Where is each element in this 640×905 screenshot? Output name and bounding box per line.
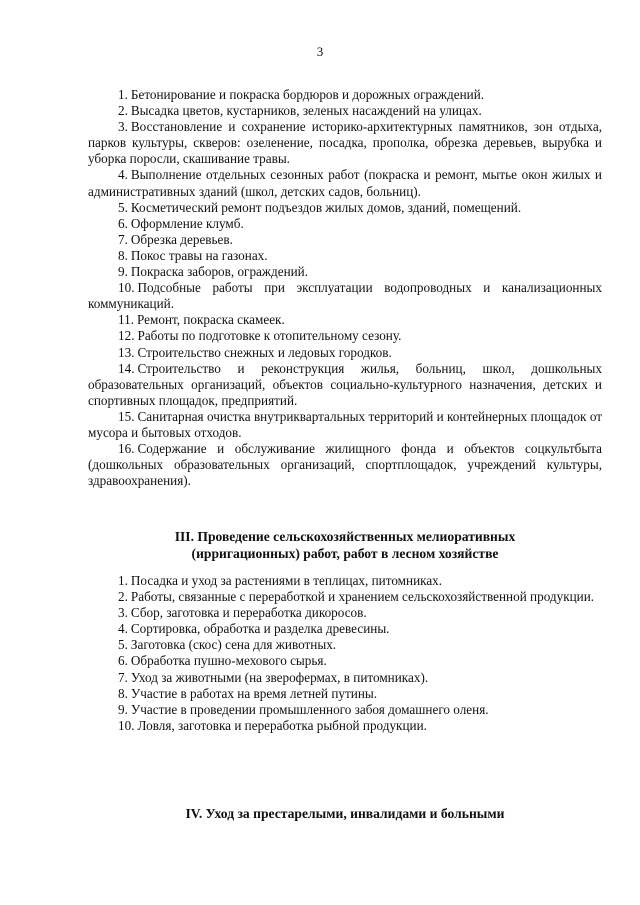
item-text: Косметический ремонт подъездов жилых домов, зданий, помещений. <box>130 199 522 215</box>
list-item <box>88 312 602 328</box>
list-item <box>88 167 602 199</box>
item-number: 14. <box>118 360 135 376</box>
list-item <box>88 653 602 669</box>
section-4-heading: IV. Уход за престарелыми, инвалидами и больными <box>185 806 505 821</box>
item-number: 5. <box>118 637 128 653</box>
section-3-heading <box>88 528 602 562</box>
list-item <box>88 280 602 312</box>
item-number: 3. <box>118 119 128 135</box>
item-text: Сбор, заготовка и переработка дикоросов. <box>130 605 367 621</box>
item-text: Покраска заборов, ограждений. <box>130 264 309 280</box>
item-text: Покос травы на газонах. <box>130 247 268 263</box>
item-number: 8. <box>118 685 128 701</box>
item-number: 13. <box>118 344 135 360</box>
list-item <box>88 589 602 605</box>
list-item <box>88 702 602 718</box>
item-text: Сортировка, обработка и разделка древесины. <box>130 621 390 637</box>
item-number: 7. <box>118 231 128 247</box>
list-item <box>88 345 602 361</box>
section-3-list <box>88 573 602 734</box>
item-text: Работы по подготовке к отопительному сезону. <box>137 328 402 344</box>
item-number: 2. <box>118 589 128 605</box>
list-item <box>88 200 602 216</box>
item-text: Обработка пушно-мехового сырья. <box>130 653 327 669</box>
item-number: 1. <box>118 87 128 102</box>
item-text: Содержание и обслуживание жилищного фонда и объектов соцкультбыта (дошкольных образовательных организаций, спортплощадок, учреждений культуры, здравоохранения). <box>88 441 602 489</box>
item-text: Подсобные работы при эксплуатации водопроводных и канализационных коммуникаций. <box>88 280 602 312</box>
list-item <box>88 718 602 734</box>
item-number: 4. <box>118 621 128 637</box>
page-number: 3 <box>316 44 324 59</box>
section-3-heading-line2: (ирригационных) работ, работ в лесном хозяйстве <box>191 546 499 561</box>
item-text: Ловля, заготовка и переработка рыбной продукции. <box>137 717 427 733</box>
list-item <box>88 409 602 441</box>
item-text: Работы, связанные с переработкой и хранением сельскохозяйственной продукции. <box>130 589 595 605</box>
list-item <box>88 621 602 637</box>
item-number: 16. <box>118 441 135 457</box>
list-item <box>88 328 602 344</box>
list-item <box>88 361 602 409</box>
item-text: Санитарная очистка внутриквартальных территорий и контейнерных площадок от мусора и бытовых отходов. <box>88 408 602 440</box>
item-number: 15. <box>118 408 135 424</box>
item-text: Участие в работах на время летней путины. <box>130 685 378 701</box>
item-number: 12. <box>118 328 135 344</box>
item-number: 10. <box>118 717 135 733</box>
item-number: 6. <box>118 215 128 231</box>
item-number: 5. <box>118 199 128 215</box>
item-text: Посадка и уход за растениями в теплицах, питомниках. <box>130 573 443 588</box>
list-item <box>88 573 602 589</box>
item-number: 10. <box>118 280 135 296</box>
item-number: 1. <box>118 573 128 588</box>
item-number: 6. <box>118 653 128 669</box>
list-item <box>88 87 602 103</box>
item-text: Бетонирование и покраска бордюров и дорожных ограждений. <box>130 87 485 102</box>
item-text: Восстановление и сохранение историко-архитектурных памятников, зон отдыха, парков культуры, скверов: озеленение, посадка, прополка, обрезка деревьев, вырубка и уборка поросли, скашивание травы. <box>88 119 602 167</box>
list-item <box>88 637 602 653</box>
list-item <box>88 670 602 686</box>
item-text: Заготовка (скос) сена для животных. <box>130 637 337 653</box>
item-text: Высадка цветов, кустарников, зеленых насаждений на улицах. <box>130 103 482 119</box>
item-number: 7. <box>118 669 128 685</box>
section-3-heading-line1: III. Проведение сельскохозяйственных мелиоративных <box>174 529 516 544</box>
item-text: Строительство снежных и ледовых городков. <box>137 344 392 360</box>
list-item <box>88 686 602 702</box>
item-number: 4. <box>118 167 128 183</box>
list-item <box>88 248 602 264</box>
list-item <box>88 119 602 167</box>
item-number: 8. <box>118 247 128 263</box>
item-number: 9. <box>118 701 128 717</box>
list-item <box>88 605 602 621</box>
item-text: Участие в проведении промышленного забоя домашнего оленя. <box>130 701 489 717</box>
item-text: Выполнение отдельных сезонных работ (покраска и ремонт, мытье окон жилых и административных зданий (школ, детских садов, больниц). <box>88 167 602 199</box>
item-number: 2. <box>118 103 128 119</box>
item-number: 9. <box>118 264 128 280</box>
section-2-list <box>88 87 602 489</box>
item-text: Обрезка деревьев. <box>130 231 233 247</box>
list-item <box>88 103 602 119</box>
item-text: Ремонт, покраска скамеек. <box>137 312 285 328</box>
item-text: Оформление клумб. <box>130 215 244 231</box>
item-number: 11. <box>118 312 134 328</box>
item-text: Уход за животными (на зверофермах, в питомниках). <box>130 669 429 685</box>
item-text: Строительство и реконструкция жилья, больниц, школ, дошкольных образовательных организаций, объектов социально-культурного назначения, детских и спортивных площадок, предприятий. <box>88 360 602 408</box>
list-item <box>88 441 602 489</box>
item-number: 3. <box>118 605 128 621</box>
list-item <box>88 232 602 248</box>
list-item <box>88 216 602 232</box>
list-item <box>88 264 602 280</box>
